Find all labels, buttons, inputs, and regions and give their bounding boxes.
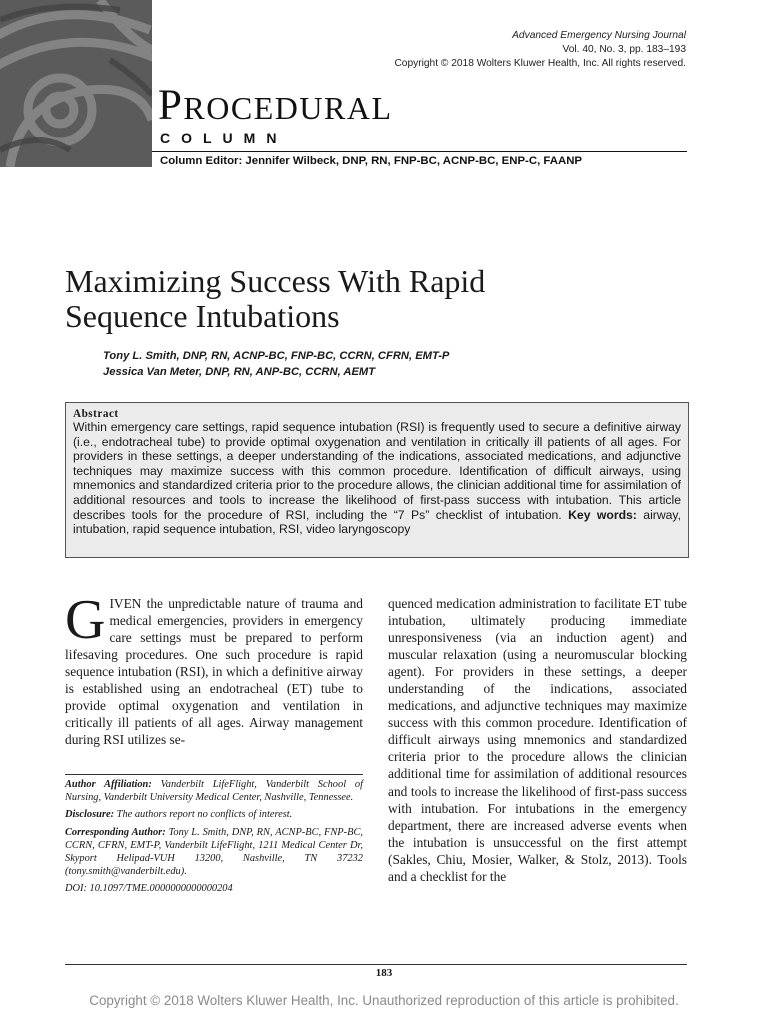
disclosure-text: The authors report no conflicts of interest. bbox=[114, 809, 293, 821]
author-2: Jessica Van Meter, DNP, RN, ANP-BC, CCRN, AEMT bbox=[103, 366, 376, 378]
footnote-affiliation bbox=[65, 778, 363, 804]
column-divider bbox=[152, 151, 687, 152]
journal-header bbox=[394, 29, 686, 71]
abstract-body: Within emergency care settings, rapid sequence intubation (RSI) is frequently used to secure a definitive airway (i.e., endotracheal tube) to provide optimal oxygenation and ventilation in critically ill patients of all ages. For providers in these settings, a deeper understanding of the indications, associated medications, and adjunctive techniques may maximize success with this common procedure. Identification of difficult airways, using mnemonics and standardized criteria prior to the procedure allows, the clinician additional time for assimilation of additional resources and tools to increase the likelihood of first-pass success with intubation. This article describes tools for the procedure of RSI, including the “7 Ps” checklist of intubation. bbox=[73, 420, 681, 522]
footnote-divider bbox=[65, 774, 363, 775]
body-text-right: quenced medication administration to facilitate ET tube intubation, ultimately producing immediate unresponsiveness (via an induction agent) and muscular relaxation (using a neuromuscular blocking agent). For providers in these settings, a deeper understanding of the indications, associated medications, and adjunctive techniques may maximize success with this common procedure. Identification of difficult airways using mnemonics and standardized criteria prior to the procedure allows the clinician additional time for assimilation of additional resources and tools to increase the likelihood of first-pass success with intubation. For intubations in the emergency department, there are increased adverse events when the intubation is unsuccessful on the first attempt (Sakles, Chiu, Mosier, Walker, & Stolz, 2013). Tools and a checklist for the bbox=[388, 596, 687, 884]
abstract-heading: Abstract bbox=[73, 408, 119, 420]
author-list bbox=[103, 348, 449, 380]
affiliation-text: Vanderbilt LifeFlight, Vanderbilt School of Nursing, Vanderbilt University Medical Center, Nashville, Tennessee. bbox=[65, 779, 363, 804]
footnotes bbox=[65, 778, 363, 900]
keywords: airway, intubation, rapid sequence intubation, RSI, video laryngoscopy bbox=[73, 507, 681, 537]
column-title bbox=[158, 84, 392, 130]
abstract-text bbox=[73, 420, 681, 537]
footnote-disclosure bbox=[65, 808, 363, 821]
journal-copyright: Copyright © 2018 Wolters Kluwer Health, Inc. All rights reserved. bbox=[394, 58, 686, 69]
footnote-corresponding bbox=[65, 826, 363, 879]
affiliation-label: Author Affiliation: bbox=[65, 779, 152, 790]
disclosure-label: Disclosure: bbox=[65, 809, 115, 821]
body-text-left: IVEN the unpredictable nature of trauma and medical emergencies, providers in emergency care settings must be prepared to perform lifesaving procedures. One such procedure is rapid sequence intubation (RSI), in which a definitive airway is established using an endotracheal (ET) tube to provide optimal oxygenation and ventilation in critically ill patients of all ages. Airway management during RSI utilizes se- bbox=[65, 596, 363, 748]
column-editor: Column Editor: Jennifer Wilbeck, DNP, RN, FNP-BC, ACNP-BC, ENP-C, FAANP bbox=[160, 155, 583, 167]
article-title-line-2: Sequence Intubations bbox=[65, 298, 340, 334]
drop-cap: G bbox=[65, 589, 106, 651]
column-logo-graphic bbox=[0, 0, 152, 167]
journal-name: Advanced Emergency Nursing Journal bbox=[512, 30, 686, 41]
corresponding-text: Tony L. Smith, DNP, RN, ACNP-BC, FNP-BC, CCRN, CFRN, EMT-P, Vanderbilt LifeFlight, 1211 Medical Center Dr, Skyport Helipad-VUH 13200, Nashville, TN 37232 (tony.smith@vanderbilt.edu). bbox=[65, 826, 363, 878]
body-column-right bbox=[388, 595, 687, 885]
author-1: Tony L. Smith, DNP, RN, ACNP-BC, FNP-BC, CCRN, CFRN, EMT-P bbox=[103, 350, 450, 362]
page-number: 183 bbox=[375, 967, 393, 979]
keywords-label: Key words: bbox=[568, 507, 637, 522]
corresponding-label: Corresponding Author: bbox=[65, 826, 166, 838]
column-title-rest: ROCEDURAL bbox=[183, 90, 393, 126]
journal-volume: Vol. 40, No. 3, pp. 183–193 bbox=[562, 44, 686, 55]
article-title-line-1: Maximizing Success With Rapid bbox=[65, 263, 486, 299]
footnote-doi: DOI: 10.1097/TME.0000000000000204 bbox=[65, 883, 233, 895]
footer-copyright: Copyright © 2018 Wolters Kluwer Health, Inc. Unauthorized reproduction of this article is prohibited. bbox=[89, 993, 679, 1008]
column-title-initial: P bbox=[158, 82, 184, 129]
page-footer-divider bbox=[65, 964, 687, 965]
column-subtitle: COLUMN bbox=[160, 130, 288, 146]
article-title bbox=[65, 264, 705, 334]
body-column-left bbox=[65, 589, 363, 748]
abstract-box bbox=[65, 402, 689, 558]
body-paragraph-left bbox=[65, 589, 363, 748]
